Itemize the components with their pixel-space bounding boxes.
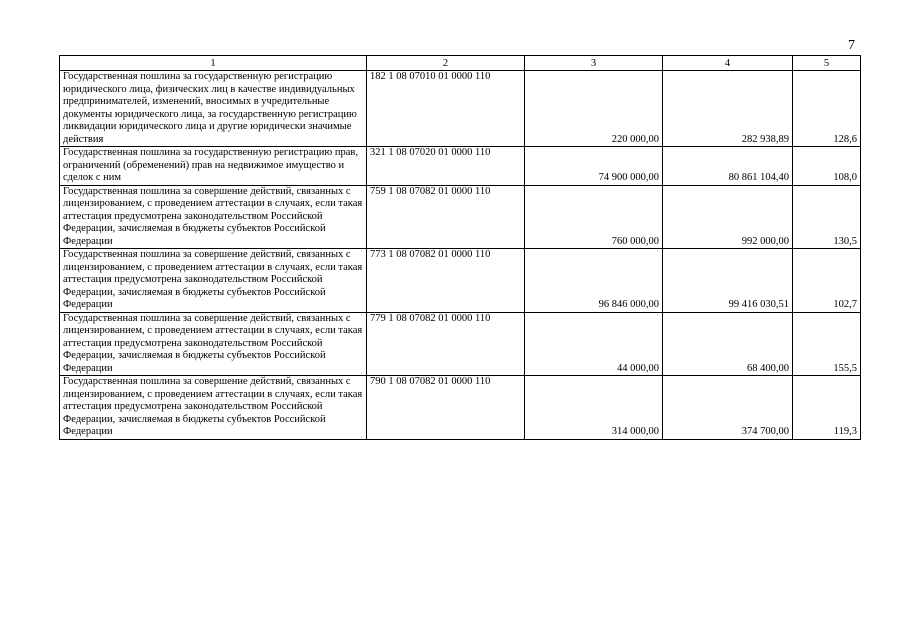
revenue-name-cell: Государственная пошлина за совершение действий, связанных с лицензированием, с проведением аттестации в случаях, если такая аттестация предусмотрена законодательством Российской Федерации, зачисляемая в бюджеты субъектов Российской Федерации (60, 185, 367, 249)
col3-value-cell: 760 000,00 (525, 185, 663, 249)
table-row (60, 71, 861, 147)
revenue-name-cell: Государственная пошлина за государственную регистрацию юридического лица, физических лиц в качестве индивидуальных предпринимателей, изменений, вносимых в учредительные документы юридического лица, за государственную регистрацию ликвидации юридического лица и другие юридически значимые действия (60, 71, 367, 147)
col3-value-cell: 96 846 000,00 (525, 249, 663, 313)
col5-percent-cell: 108,0 (793, 147, 861, 186)
classification-code-cell: 779 1 08 07082 01 0000 110 (367, 312, 525, 376)
col4-value-cell: 282 938,89 (663, 71, 793, 147)
col5-percent-cell: 128,6 (793, 71, 861, 147)
classification-code-cell: 321 1 08 07020 01 0000 110 (367, 147, 525, 186)
col4-value-cell: 80 861 104,40 (663, 147, 793, 186)
column-header: 3 (525, 56, 663, 71)
col5-percent-cell: 155,5 (793, 312, 861, 376)
classification-code-cell: 182 1 08 07010 01 0000 110 (367, 71, 525, 147)
column-header: 4 (663, 56, 793, 71)
column-header: 1 (60, 56, 367, 71)
header-row (60, 56, 861, 71)
col3-value-cell: 74 900 000,00 (525, 147, 663, 186)
table-row (60, 376, 861, 440)
table-row (60, 249, 861, 313)
col4-value-cell: 992 000,00 (663, 185, 793, 249)
column-header: 2 (367, 56, 525, 71)
col3-value-cell: 44 000,00 (525, 312, 663, 376)
col5-percent-cell: 119,3 (793, 376, 861, 440)
revenue-name-cell: Государственная пошлина за совершение действий, связанных с лицензированием, с проведением аттестации в случаях, если такая аттестация предусмотрена законодательством Российской Федерации, зачисляемая в бюджеты субъектов Российской Федерации (60, 249, 367, 313)
col5-percent-cell: 102,7 (793, 249, 861, 313)
classification-code-cell: 773 1 08 07082 01 0000 110 (367, 249, 525, 313)
classification-code-cell: 790 1 08 07082 01 0000 110 (367, 376, 525, 440)
revenue-name-cell: Государственная пошлина за государственную регистрацию прав, ограничений (обременений) прав на недвижимое имущество и сделок с ним (60, 147, 367, 186)
col5-percent-cell: 130,5 (793, 185, 861, 249)
revenue-table (59, 55, 861, 440)
table-row (60, 147, 861, 186)
classification-code-cell: 759 1 08 07082 01 0000 110 (367, 185, 525, 249)
col4-value-cell: 99 416 030,51 (663, 249, 793, 313)
column-header: 5 (793, 56, 861, 71)
revenue-name-cell: Государственная пошлина за совершение действий, связанных с лицензированием, с проведением аттестации в случаях, если такая аттестация предусмотрена законодательством Российской Федерации, зачисляемая в бюджеты субъектов Российской Федерации (60, 376, 367, 440)
col4-value-cell: 374 700,00 (663, 376, 793, 440)
col4-value-cell: 68 400,00 (663, 312, 793, 376)
col3-value-cell: 220 000,00 (525, 71, 663, 147)
col3-value-cell: 314 000,00 (525, 376, 663, 440)
table-row (60, 312, 861, 376)
page-number: 7 (848, 38, 855, 53)
table-row (60, 185, 861, 249)
revenue-name-cell: Государственная пошлина за совершение действий, связанных с лицензированием, с проведением аттестации в случаях, если такая аттестация предусмотрена законодательством Российской Федерации, зачисляемая в бюджеты субъектов Российской Федерации (60, 312, 367, 376)
